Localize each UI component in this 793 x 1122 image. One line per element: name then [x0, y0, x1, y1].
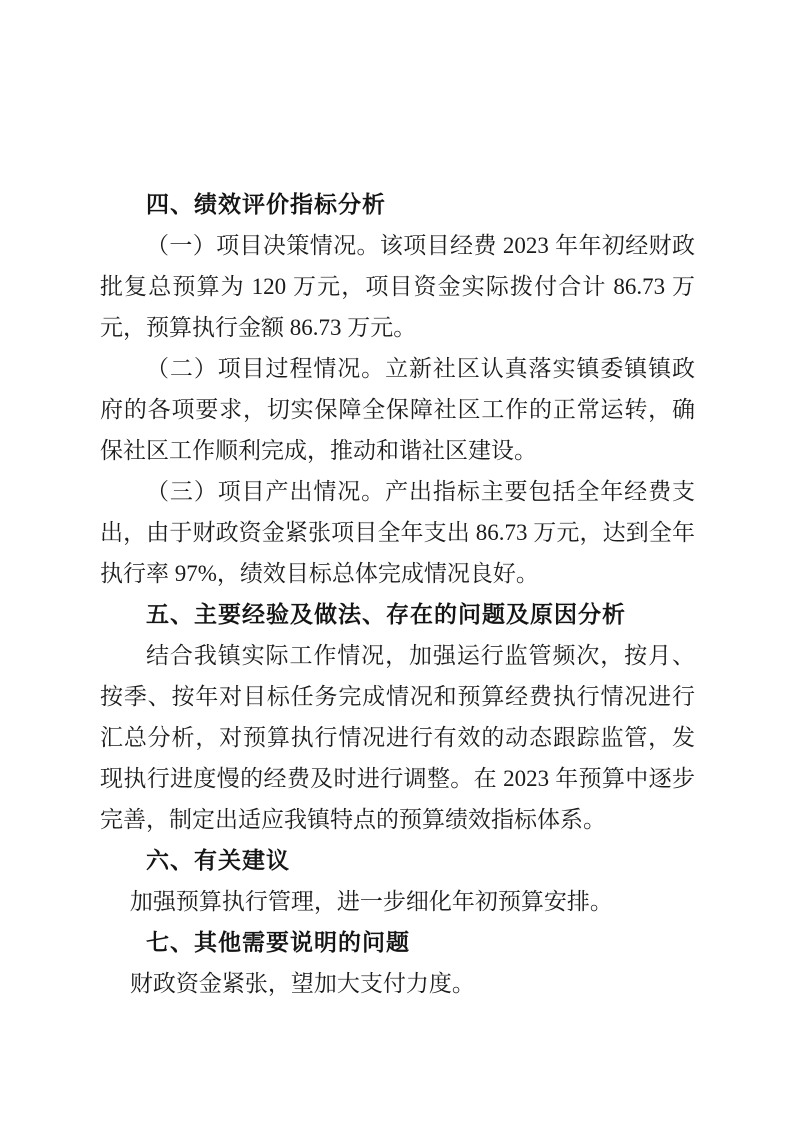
heading-other-issues: 七、其他需要说明的问题	[146, 929, 410, 955]
heading-experience-problems-cause-analysis: 五、主要经验及做法、存在的问题及原因分析	[146, 601, 626, 627]
para-experience-and-measures: 结合我镇实际工作情况，加强运行监管频次，按月、按季、按年对目标任务完成情况和预算经费执行情况进行汇总分析，对预算执行情况进行有效的动态跟踪监管，发现执行进度慢的经费及时进行调整。在 2023 年预算中逐步完善，制定出适应我镇特点的预算绩效指标体系。	[100, 643, 695, 832]
para-project-decision: （一）项目决策情况。该项目经费 2023 年年初经财政批复总预算为 120 万元，项目资金实际拨付合计 86.73 万元，预算执行金额 86.73 万元。	[100, 233, 695, 340]
heading-performance-indicator-analysis: 四、绩效评价指标分析	[146, 191, 386, 217]
para-suggestion: 加强预算执行管理，进一步细化年初预算安排。	[129, 889, 613, 914]
para-other-issues: 财政资金紧张，望加大支付力度。	[129, 971, 475, 996]
document-content	[100, 184, 695, 1004]
heading-suggestions: 六、有关建议	[146, 847, 290, 873]
para-project-output: （三）项目产出情况。产出指标主要包括全年经费支出，由于财政资金紧张项目全年支出 86.73 万元，达到全年执行率 97%，绩效目标总体完成情况良好。	[100, 479, 695, 586]
para-project-process: （二）项目过程情况。立新社区认真落实镇委镇镇政府的各项要求，切实保障全保障社区工作的正常运转，确保社区工作顺利完成，推动和谐社区建设。	[100, 356, 695, 463]
